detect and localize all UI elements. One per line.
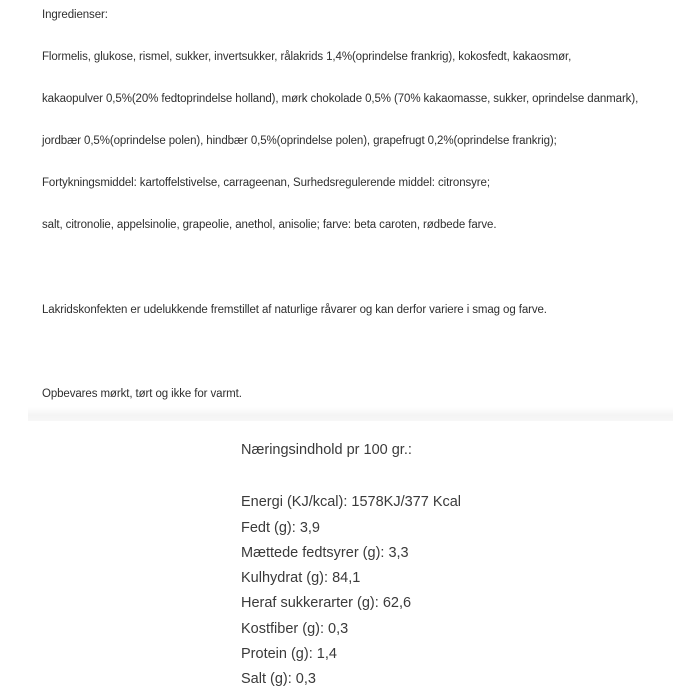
nutrition-row-protein: Protein (g): 1,4 (241, 646, 337, 662)
nutrition-row-saturated-fat: Mættede fedtsyrer (g): 3,3 (241, 545, 409, 561)
nutrition-row-carbohydrate: Kulhydrat (g): 84,1 (241, 570, 361, 586)
ingredients-line: Flormelis, glukose, rismel, sukker, invertsukker, rålakrids 1,4%(oprindelse frankrig), kokosfedt, kakaosmør, (42, 51, 572, 63)
ingredients-line: salt, citronolie, appelsinolie, grapeolie, anethol, anisolie; farve: beta caroten, rødbede farve. (42, 219, 497, 231)
nutrition-row-salt: Salt (g): 0,3 (241, 671, 316, 687)
nutrition-row-fat: Fedt (g): 3,9 (241, 520, 320, 536)
nutrition-title: Næringsindhold pr 100 gr.: (241, 442, 412, 458)
ingredients-line: kakaopulver 0,5%(20% fedtoprindelse holland), mørk chokolade 0,5% (70% kakaomasse, sukker, oprindelse danmark), (42, 93, 639, 105)
nutrition-row-sugars: Heraf sukkerarter (g): 62,6 (241, 595, 412, 611)
ingredients-line: jordbær 0,5%(oprindelse polen), hindbær 0,5%(oprindelse polen), grapefrugt 0,2%(oprindelse frankrig); (42, 135, 557, 147)
ingredients-line: Fortykningsmiddel: kartoffelstivelse, carrageenan, Surhedsregulerende middel: citronsyre; (42, 177, 490, 189)
nutrition-row-fiber: Kostfiber (g): 0,3 (241, 621, 349, 637)
section-divider (28, 407, 673, 421)
ingredients-heading: Ingredienser: (42, 9, 108, 21)
ingredients-note: Lakridskonfekten er udelukkende fremstillet af naturlige råvarer og kan derfor variere i smag og farve. (42, 304, 547, 316)
storage-instruction: Opbevares mørkt, tørt og ikke for varmt. (42, 388, 242, 400)
nutrition-row-energy: Energi (KJ/kcal): 1578KJ/377 Kcal (241, 494, 462, 510)
